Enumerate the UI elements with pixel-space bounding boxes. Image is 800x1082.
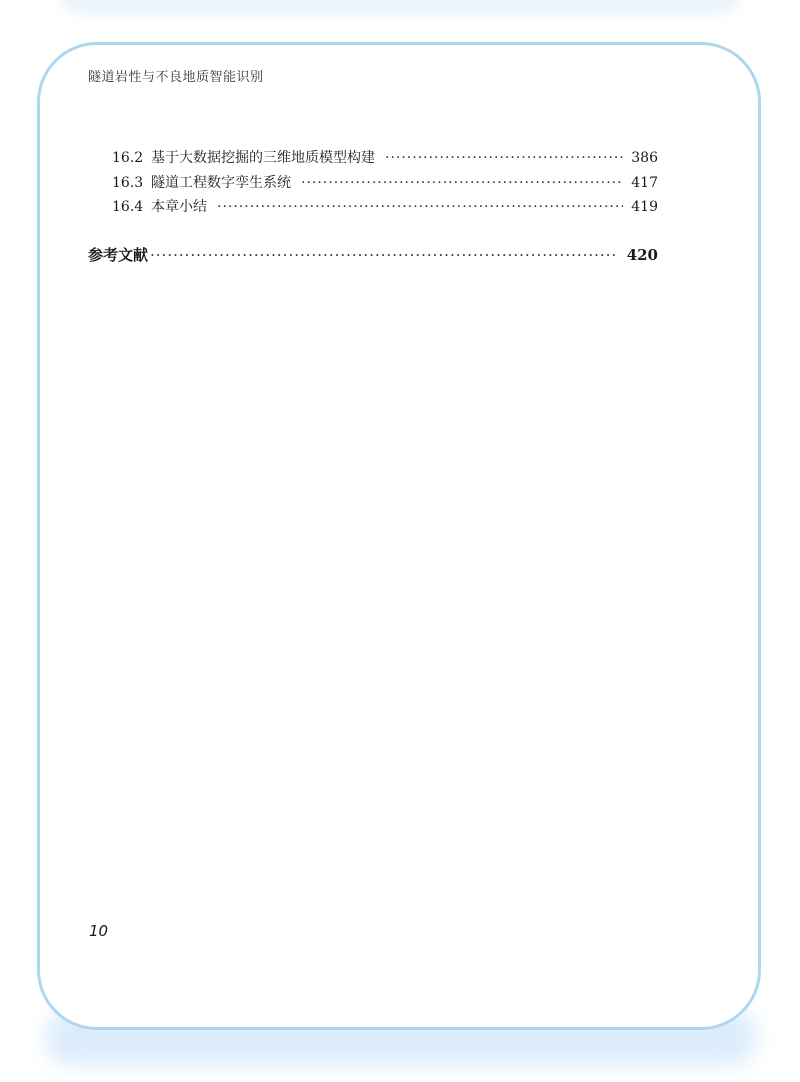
toc-entry-references[interactable] [88,244,658,265]
toc-entry-page: 419 [631,199,658,215]
running-header: 隧道岩性与不良地质智能识别 [88,70,264,85]
toc-dot-leader [217,199,623,215]
toc-dot-leader [150,246,615,264]
toc-entry-title: 本章小结 [151,199,207,215]
toc-entry-16-2[interactable] [112,147,658,167]
toc-entry-title: 参考文献 [88,246,149,264]
toc-entry-title: 基于大数据挖掘的三维地质模型构建 [151,150,375,166]
toc-entry-number: 16.2 [112,150,144,166]
toc-entry-number: 16.3 [112,175,144,191]
toc-entry-page: 420 [626,246,658,264]
toc-entry-number: 16.4 [112,199,144,215]
top-shadow-decoration [60,0,740,14]
toc-dot-leader [385,150,623,166]
toc-entry-16-4[interactable] [112,196,658,216]
page-number: 10 [89,922,109,940]
toc-entry-title: 隧道工程数字孪生系统 [151,175,291,191]
toc-entry-page: 386 [631,150,658,166]
toc-entry-page: 417 [631,175,658,191]
toc-dot-leader [301,175,623,191]
toc-entry-16-3[interactable] [112,172,658,192]
